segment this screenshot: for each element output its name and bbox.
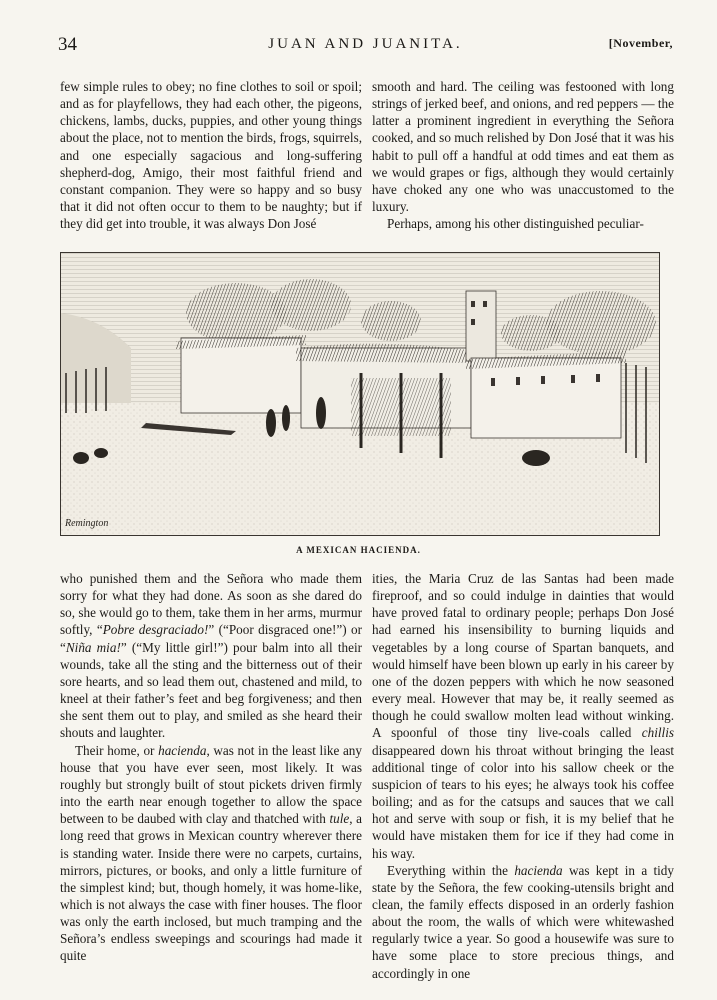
page-header <box>58 32 673 58</box>
text-run: ” (“Poor disgraced one!”) or “ <box>60 622 362 655</box>
running-title: JUAN AND JUANITA. <box>268 36 463 52</box>
paragraph <box>372 215 674 232</box>
italic-phrase: hacienda <box>158 742 207 758</box>
text-run: Their home, or <box>75 742 159 758</box>
hacienda-engraving-image <box>61 253 659 535</box>
artist-signature: Remington <box>65 518 109 529</box>
paragraph <box>60 570 362 742</box>
text-run: , was not in the least like any house that you have ever seen, most likely. It was roughly but strongly built of stout pickets driven firmly into the earth near enough together to allow the space between to be daubed with clay and thatched with <box>60 742 362 827</box>
column-2-bottom <box>372 570 674 982</box>
paragraph <box>372 570 674 862</box>
month-label: [November, <box>608 36 673 50</box>
paragraph <box>372 862 674 982</box>
text-run: smooth and hard. The ceiling was festooned with long strings of jerked beef, and onions, and red peppers — the latter a prominent ingredient in everything the Señora cooked, and so much relished by Don José that it was his habit to pull off a handful at odd times and eat them as we would grapes or figs, although they would certainly have choked any one who was unaccustomed to the luxury. <box>372 79 674 215</box>
italic-phrase: tule <box>329 811 350 827</box>
paragraph <box>372 78 674 215</box>
text-run: Perhaps, among his other distinguished peculiar- <box>387 216 644 232</box>
hacienda-illustration <box>60 252 660 536</box>
text-run: few simple rules to obey; no fine clothes to soil or spoil; and as for playfellows, they had each other, the pigeons, chickens, lambs, ducks, puppies, and other young things about the place, not to mention the birds, frogs, squirrels, and one especially sagacious and long-suffering shepherd-dog, Amigo, their most faithful friend and constant companion. They were so happy and so busy that it did not often occur to them to be naughty; but if they did get into trouble, it was always Don José <box>60 79 362 232</box>
column-1-bottom <box>60 570 362 965</box>
page-number: 34 <box>58 34 77 55</box>
text-run: Everything within the <box>387 862 515 878</box>
column-1-top <box>60 78 362 232</box>
italic-phrase: chillis <box>641 725 674 741</box>
illustration-caption: A MEXICAN HACIENDA. <box>296 545 421 555</box>
text-run: disappeared down his throat without bringing the least additional tinge of color into his sallow cheek or the suspicion of tears to his eyes; he always took his coffee boiling; and as for the catsups and sauces that we call hot and serve with soup or fish, it is my belief that he would have mistaken them for ice if they had come in his way. <box>372 742 674 861</box>
paragraph <box>60 78 362 232</box>
italic-phrase: Niña mia! <box>65 639 121 655</box>
text-run: ities, the Maria Cruz de las Santas had been made fireproof, and so could indulge in dainties that would have proved fatal to ordinary people; perhaps Don José had earned his insensibility to burning liquids and vegetables by a long course of Spartan banquets, and would himself have been blown up early in his career by one of the dozen peppers with which he now seasoned every meal. However that may be, it really seemed as though he could swallow molten lead without winking. A spoonful of those tiny live-coals called <box>372 571 674 741</box>
text-run: who punished them and the Señora who made them sorry for what they had done. As soon as she dared do so, she would go to them, take them in her arms, murmur softly, “ <box>60 571 362 638</box>
text-run: ” (“My little girl!”) pour balm into all their wounds, take all the sting and the bitterness out of their sore hearts, and so lead them out, chastened and mild, to kneel at their father’s feet and beg forgiveness; and then she sent them out to play, and smiled as she heard their shouts and laughter. <box>60 639 362 741</box>
paragraph <box>60 742 362 965</box>
italic-phrase: Pobre desgraciado! <box>102 622 209 638</box>
text-run: was kept in a tidy state by the Señora, the few cooking-utensils bright and clean, the family effects disposed in an orderly fashion about the room, the walls of which were whitewashed regularly twice a year. So good a housewife was sure to have some place to store precious things, and accordingly in one <box>372 862 674 981</box>
text-run: , a long reed that grows in Mexican country wherever there is standing water. Inside there were no carpets, curtains, mirrors, pictures, or books, and only a little furniture of the simplest kind; but, though homely, it was home-like, which is not always the case with finer houses. The floor was only the earth inclosed, but much tramping and the Señora’s endless sweepings and scourings had made it quite <box>60 811 362 964</box>
column-2-top <box>372 78 674 232</box>
italic-phrase: hacienda <box>514 862 563 878</box>
